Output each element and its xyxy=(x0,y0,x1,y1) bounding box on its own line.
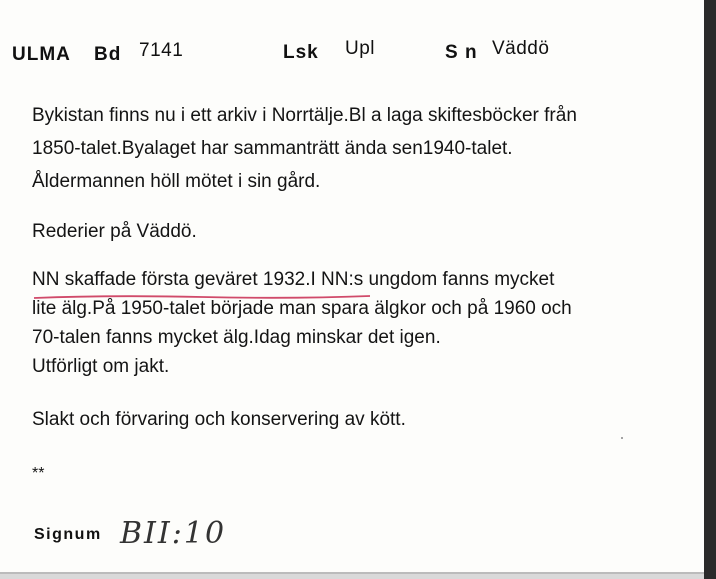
text-line: 1850-talet.Byalaget har sammanträtt ända sen1940-talet. xyxy=(32,138,513,159)
sn-label: S n xyxy=(445,42,478,63)
text-line: Bykistan finns nu i ett arkiv i Norrtälje.Bl a laga skiftesböcker från xyxy=(32,105,577,126)
text-line: lite älg.På 1950-talet började man spara älgkor och på 1960 och xyxy=(32,298,572,319)
text-line: Rederier på Väddö. xyxy=(32,221,197,242)
archive-label: ULMA xyxy=(12,44,71,65)
text-line: 70-talen fanns mycket älg.Idag minskar det igen. xyxy=(32,327,441,348)
card-edge-shadow xyxy=(704,0,716,579)
lsk-value: Upl xyxy=(345,38,376,59)
paragraph-archive xyxy=(32,104,577,194)
paragraph-hunting xyxy=(32,268,572,379)
bd-label: Bd xyxy=(94,44,122,65)
text-line: Åldermannen höll mötet i sin gård. xyxy=(32,171,321,192)
paragraph-shipping xyxy=(32,220,197,244)
lsk-label: Lsk xyxy=(283,42,319,63)
text-line: Slakt och förvaring och konservering av kött. xyxy=(32,409,406,430)
signum-label: Signum xyxy=(34,526,102,543)
text-line: ** xyxy=(32,465,45,482)
text-line: NN skaffade första geväret 1932.I NN:s ungdom fanns mycket xyxy=(32,269,555,290)
bd-value: 7141 xyxy=(139,40,184,61)
red-underline-mark xyxy=(32,293,372,301)
signum-handwritten: BII:10 xyxy=(120,516,227,551)
sn-value: Väddö xyxy=(492,38,550,59)
stars-mark xyxy=(32,462,44,486)
paragraph-slaughter xyxy=(32,408,406,432)
speck xyxy=(621,437,623,439)
text-line: Utförligt om jakt. xyxy=(32,356,170,377)
